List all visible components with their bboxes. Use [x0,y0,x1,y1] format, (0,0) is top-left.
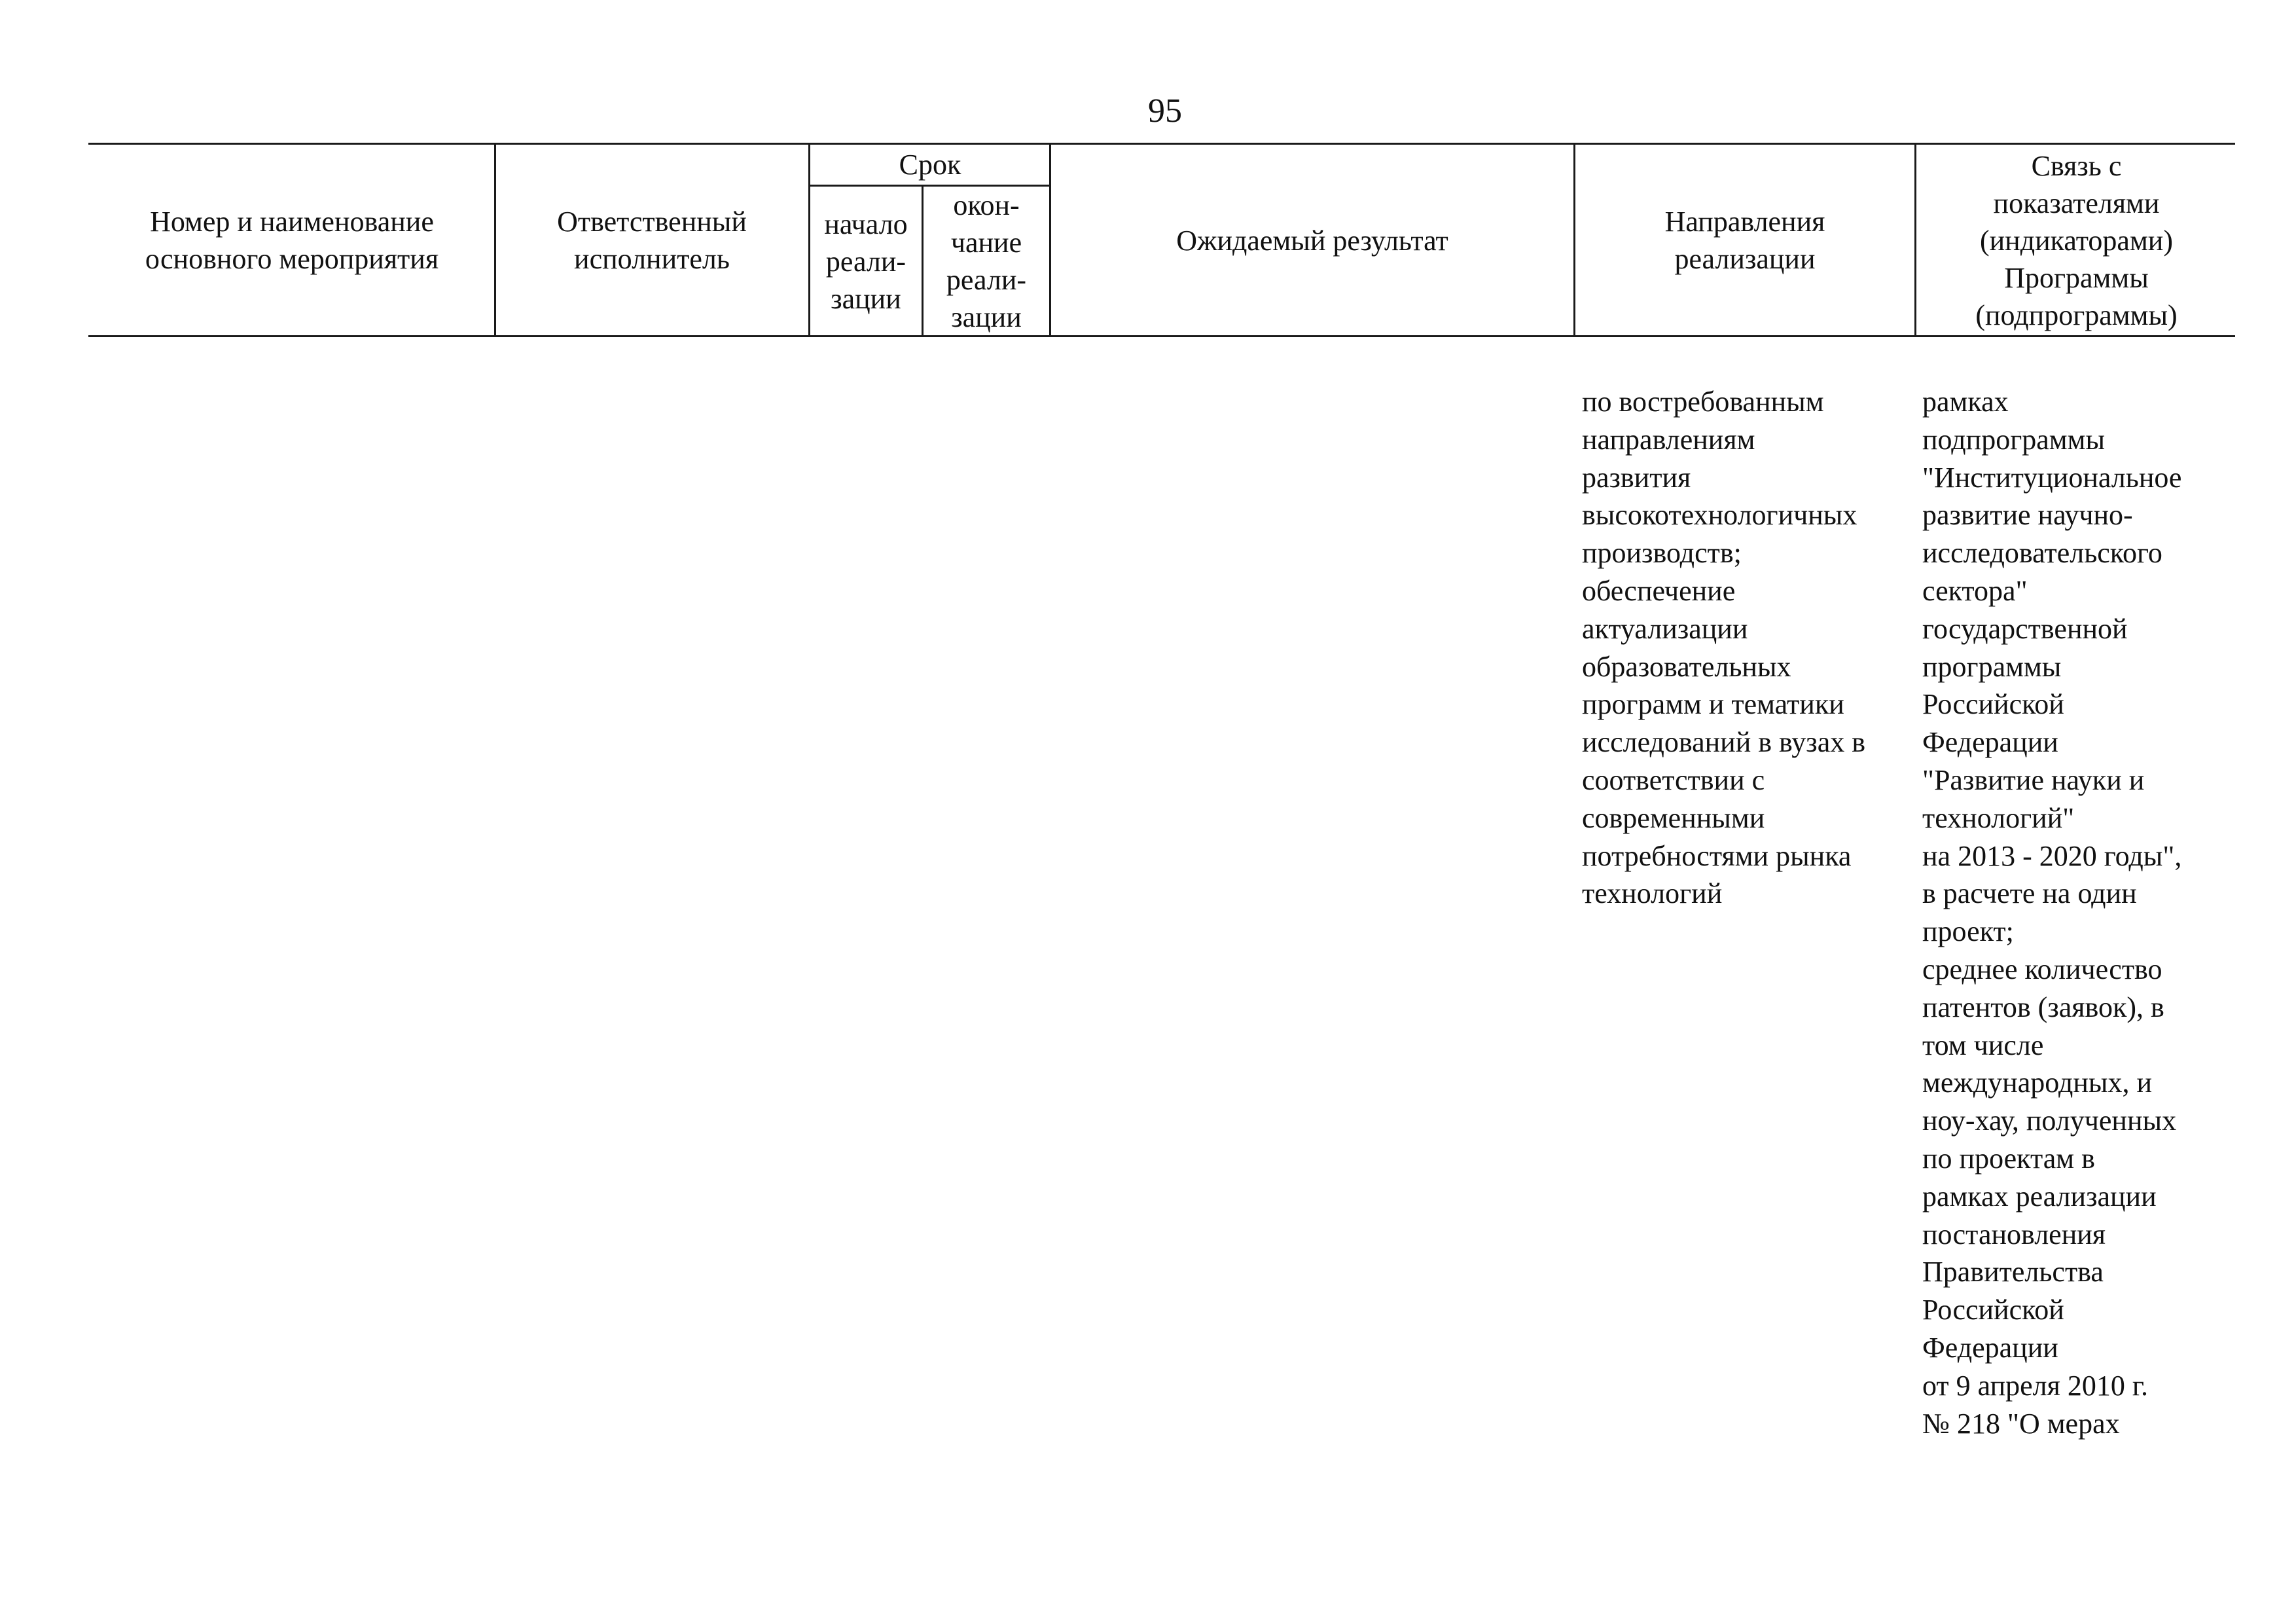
page-number: 95 [1148,92,1182,130]
header-term-text: Срок [899,148,961,181]
column-divider-3 [922,185,924,337]
column-divider-2 [808,143,810,337]
header-start-text: начало реали- зации [824,208,908,315]
header-term [812,145,1049,183]
row-link: рамках подпрограммы "Институциональное развитие научно- исследовательского сектора" государственной программы Российской Федерации "Развитие науки и технологий" на 2013 - 2020 годы", в расчете на один проект; среднее количество патентов (заявок), в том числе международных, и ноу-хау, полученных по проектам в рамках реализации постановления Правительства Российской Федерации от 9 апреля 2010 г. № 218 "О мерах [1922,386,2182,1440]
header-result-text: Ожидаемый результат [1176,224,1448,257]
column-divider-4 [1049,143,1051,337]
column-divider-5 [1573,143,1575,337]
header-link [1918,145,2235,335]
header-directions-text: Направления реализации [1664,206,1825,275]
header-result [1052,145,1572,335]
header-measure [92,145,492,335]
header-end-text: окон- чание реали- зации [946,189,1027,333]
header-start [812,187,920,335]
header-executor-text: Ответственный исполнитель [557,206,747,275]
column-divider-1 [494,143,496,337]
column-divider-6 [1914,143,1916,337]
header-link-text: Связь с показателями (индикаторами) Программы (подпрограммы) [1975,149,2178,331]
header-measure-text: Номер и наименование основного мероприятия [145,206,439,275]
table-top-border [88,143,2235,145]
header-end [925,187,1048,335]
header-directions [1577,145,1913,335]
row-directions: по востребованным направлениям развития высокотехнологичных производств; обеспечение актуализации образовательных программ и тематики исследований в вузах в соответствии с современными потребностями рынка технологий [1582,386,1865,910]
header-executor [497,145,806,335]
table-header-bottom-border [88,335,2235,337]
